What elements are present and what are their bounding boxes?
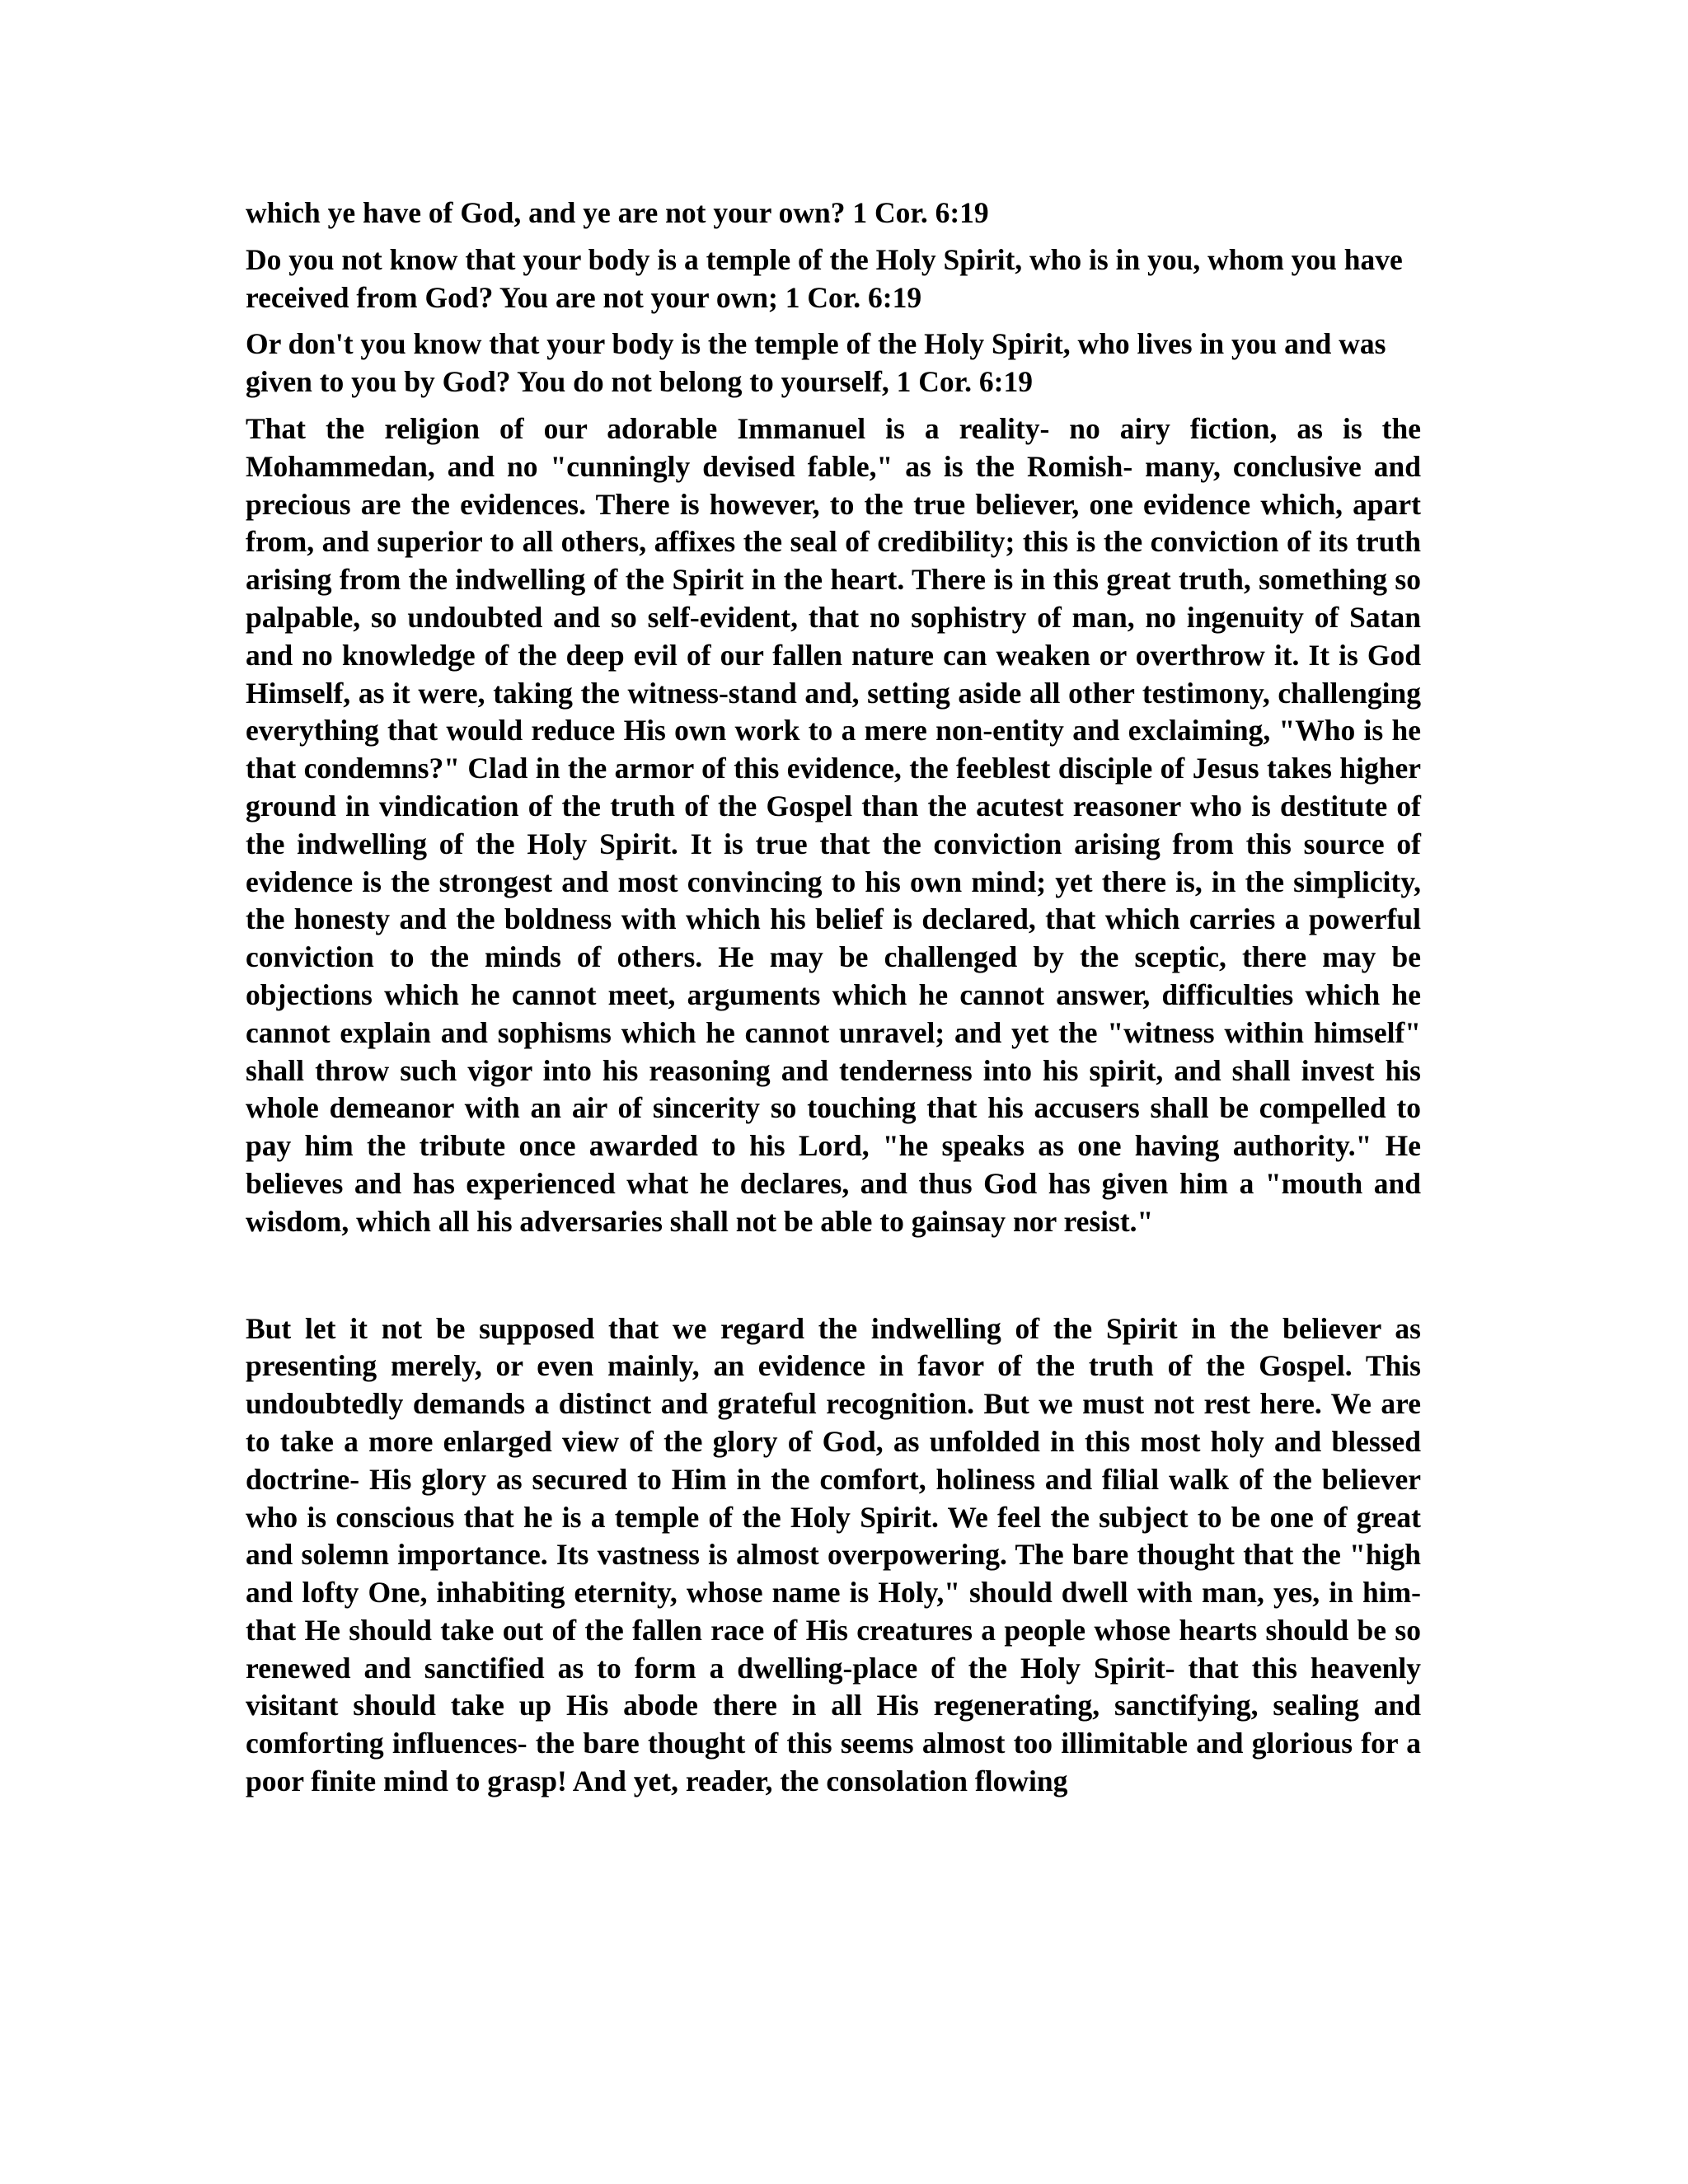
paragraph-body-evidence: That the religion of our adorable Immanuel is a reality- no airy fiction, as is the Mohammedan, and no "cunningly devised fable," as is the Romish- many, conclusive and precious are the evidences. There is however, to the true believer, one evidence which, apart from, and superior to all others, affixes the seal of credibility; this is the conviction of its truth arising from the indwelling of the Spirit in the heart. There is in this great truth, something so palpable, so undoubted and so self-evident, that no sophistry of man, no ingenuity of Satan and no knowledge of the deep evil of our fallen nature can weaken or overthrow it. It is God Himself, as it were, taking the witness-stand and, setting aside all other testimony, challenging everything that would reduce His own work to a mere non-entity and exclaiming, "Who is he that condemns?" Clad in the armor of this evidence, the feeblest disciple of Jesus takes higher ground in vindication of the truth of the Gospel than the acutest reasoner who is destitute of the indwelling of the Holy Spirit. It is true that the conviction arising from this source of evidence is the strongest and most convincing to his own mind; yet there is, in the simplicity, the honesty and the boldness with which his belief is declared, that which carries a powerful conviction to the minds of others. He may be challenged by the sceptic, there may be objections which he cannot meet, arguments which he cannot answer, difficulties which he cannot explain and sophisms which he cannot unravel; and yet the "witness within himself" shall throw such vigor into his reasoning and tenderness into his spirit, and shall invest his whole demeanor with an air of sincerity so touching that his accusers shall be compelled to pay him the tribute once awarded to his Lord, "he speaks as one having authority." He believes and has experienced what he declares, and thus God has given him a "mouth and wisdom, which all his adversaries shall not be able to gainsay nor resist." <box>246 411 1421 1238</box>
paragraph-verse-gnb: Or don't you know that your body is the temple of the Holy Spirit, who lives in you and was given to you by God? You do not belong to yourself, 1 Cor. 6:19 <box>246 327 1386 399</box>
paragraph-body-glory: But let it not be supposed that we regard the indwelling of the Spirit in the believer as presenting merely, or even mainly, an evidence in favor of the truth of the Gospel. This undoubtedly demands a distinct and grateful recognition. But we must not rest here. We are to take a more enlarged view of the glory of God, as unfolded in this most holy and blessed doctrine- His glory as secured to Him in the comfort, holiness and filial walk of the believer who is conscious that he is a temple of the Holy Spirit. We feel the subject to be one of great and solemn importance. Its vastness is almost overpowering. The bare thought that the "high and lofty One, inhabiting eternity, whose name is Holy," should dwell with man, yes, in him- that He should take out of the fallen race of His creatures a people whose hearts should be so renewed and sanctified as to form a dwelling-place of the Holy Spirit- that this heavenly visitant should take up His abode there in all His regenerating, sanctifying, sealing and comforting influences- the bare thought of this seems almost too illimitable and glorious for a poor finite mind to grasp! And yet, reader, the consolation flowing <box>246 1311 1421 1798</box>
document-page <box>246 194 1421 1810</box>
paragraph-verse-niv: Do you not know that your body is a temple of the Holy Spirit, who is in you, whom you have received from God? You are not your own; 1 Cor. 6:19 <box>246 242 1403 314</box>
paragraph-verse-kjv: which ye have of God, and ye are not your own? 1 Cor. 6:19 <box>246 196 989 229</box>
